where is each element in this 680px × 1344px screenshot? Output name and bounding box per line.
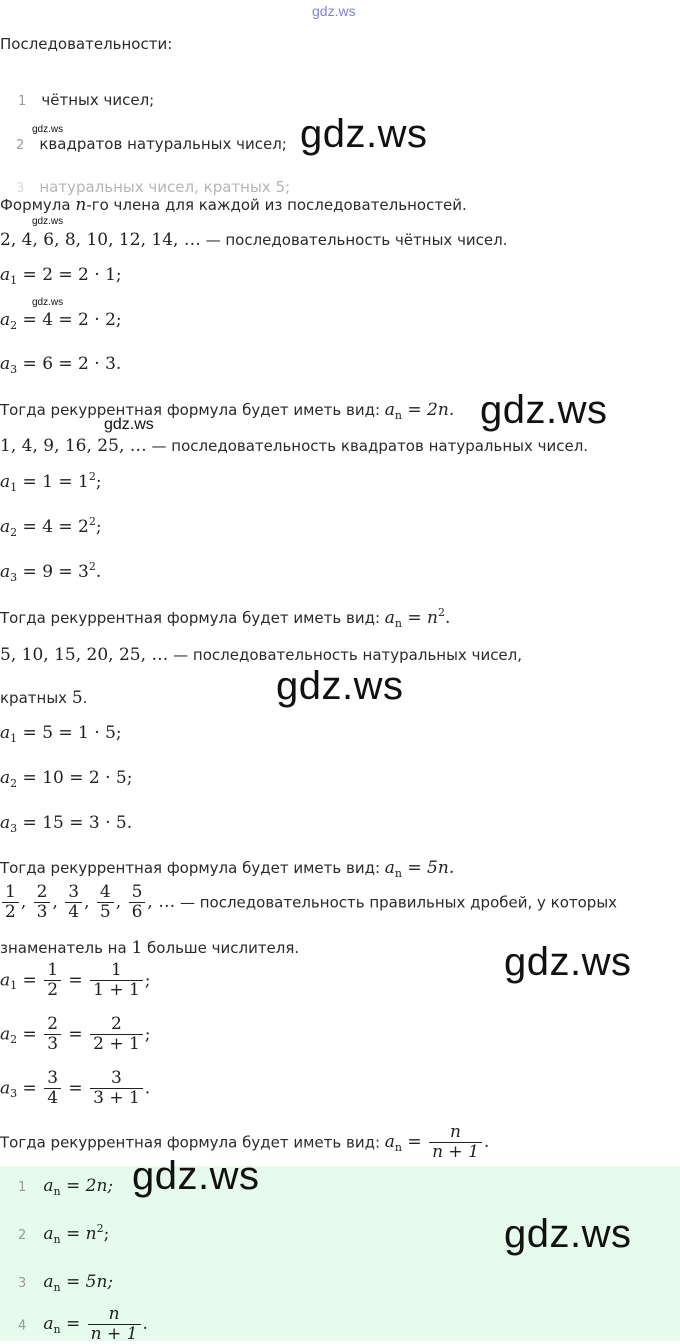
- term-symbol: a: [0, 970, 11, 991]
- description-end: .: [82, 689, 88, 707]
- term-power: 2: [88, 560, 96, 573]
- description-text: знаменатель на: [0, 939, 132, 957]
- term-power: 2: [88, 470, 96, 483]
- description-text: кратных: [0, 689, 72, 707]
- watermark-large: gdz.ws: [132, 1154, 260, 1198]
- denominator: 2: [2, 902, 19, 922]
- fraction: [429, 1124, 482, 1162]
- denominator: n + 1: [88, 1324, 141, 1344]
- term-index: 3: [10, 1087, 18, 1101]
- answer-power: 2: [96, 1222, 104, 1235]
- intro-item-text: чётных чисел;: [41, 91, 155, 109]
- fraction: [44, 1070, 61, 1108]
- result-symbol: a: [384, 1132, 395, 1153]
- formula-row: [0, 310, 122, 330]
- term-index: 2: [10, 319, 18, 332]
- result-symbol: a: [384, 400, 395, 420]
- term-symbol: a: [0, 1024, 11, 1045]
- result-line: Тогда рекуррентная формула будет иметь вид: $a_n$ = $\frac{n}{n + 1}$ .: [0, 1122, 490, 1162]
- fraction: [129, 884, 146, 922]
- denominator: 2 + 1: [90, 1034, 143, 1054]
- term-symbol: a: [0, 310, 11, 330]
- watermark-large: gdz.ws: [480, 388, 608, 432]
- formula-row: [0, 768, 132, 788]
- sequence-description: — последовательность чётных чисел.: [200, 231, 508, 249]
- term-value: = 6 = 2 · 3.: [17, 354, 122, 374]
- answer-formula: = n: [60, 1224, 97, 1244]
- formula-row: [0, 354, 121, 374]
- intro-heading: Последовательности:: [0, 35, 173, 53]
- watermark-large: gdz.ws: [276, 664, 404, 708]
- watermark-top: gdz.ws: [312, 3, 356, 19]
- formula-row: [0, 517, 102, 537]
- sequence-even: [0, 230, 508, 250]
- term-index: 1: [10, 979, 18, 993]
- result-index: n: [394, 409, 402, 422]
- result-formula: = n: [402, 608, 439, 628]
- numerator: 2: [111, 1014, 122, 1034]
- result-symbol: a: [384, 608, 395, 628]
- description-number: 1: [131, 938, 143, 958]
- term-value: = 15 = 3 · 5.: [17, 813, 133, 833]
- answer-end: .: [142, 1314, 148, 1335]
- numerator: 4: [99, 882, 111, 902]
- formula-row: [0, 562, 101, 582]
- list-number: 1: [18, 94, 27, 109]
- denominator: 1 + 1: [90, 980, 143, 1000]
- denominator: 5: [97, 902, 114, 922]
- numerator: 5: [131, 882, 143, 902]
- list-number: 2: [16, 138, 25, 153]
- numerator: 2: [47, 1014, 59, 1034]
- formula-row: [0, 265, 122, 285]
- denominator: 3: [44, 1034, 61, 1054]
- intro-item-text: квадратов натуральных чисел;: [39, 135, 287, 153]
- answer-index: n: [53, 1233, 61, 1246]
- result-text: Тогда рекуррентная формула будет иметь вид:: [0, 401, 385, 419]
- term-end: ;: [95, 517, 102, 537]
- fraction: [90, 1070, 143, 1108]
- term-value: = 5 = 1 · 5;: [17, 723, 122, 743]
- numerator: 1: [47, 960, 59, 980]
- answer-formula: = 5n;: [60, 1272, 114, 1292]
- term-symbol: a: [0, 768, 11, 788]
- formula-row: [0, 813, 132, 833]
- sequence-values: 1, 4, 9, 16, 25, …: [0, 436, 147, 456]
- term-index: 3: [10, 363, 18, 376]
- term-value: = 4 = 2: [17, 517, 89, 537]
- result-index: n: [394, 1141, 402, 1155]
- result-text: Тогда рекуррентная формула будет иметь вид:: [0, 1133, 385, 1152]
- answer-item-2: [18, 1224, 109, 1244]
- sequence-description-cont: [0, 938, 299, 958]
- fraction: [2, 884, 19, 922]
- fraction: [44, 1016, 61, 1054]
- watermark-small: gdz.ws: [32, 124, 64, 135]
- result-line: [0, 858, 454, 878]
- intro-item-text: натуральных чисел, кратных 5;: [39, 178, 291, 196]
- term-power: 2: [88, 515, 96, 528]
- term-symbol: a: [0, 265, 11, 285]
- watermark-small: gdz.ws: [32, 216, 64, 227]
- result-symbol: a: [384, 858, 395, 878]
- term-value: = 4 = 2 · 2;: [17, 310, 122, 330]
- sequence-values: 5, 10, 15, 20, 25, …: [0, 645, 169, 665]
- answer-symbol: a: [43, 1314, 54, 1335]
- sequence-description: — последовательность натуральных чисел,: [168, 646, 523, 664]
- intro-item-2: [16, 134, 287, 153]
- term-end: ;: [144, 970, 151, 991]
- term-value: = 1 = 1: [17, 472, 89, 492]
- sequence-description-cont: [0, 688, 87, 708]
- result-formula: = 2n.: [402, 400, 455, 420]
- formula-row: $a_1$ = $\frac{1}{2}$ = $\frac{1}{1 + 1}$ ;: [0, 960, 151, 1000]
- list-number: 1: [18, 1180, 27, 1195]
- formula-row: $a_2$ = $\frac{2}{3}$ = $\frac{2}{2 + 1}$ ;: [0, 1014, 151, 1054]
- answer-index: n: [53, 1281, 61, 1294]
- term-value: = 9 = 3: [17, 562, 89, 582]
- fraction: [34, 884, 51, 922]
- intro-item-1: [18, 90, 154, 109]
- denominator: 3: [34, 902, 51, 922]
- answer-block: [0, 1154, 680, 1344]
- term-symbol: a: [0, 1078, 11, 1099]
- formula-row: $a_3$ = $\frac{3}{4}$ = $\frac{3}{3 + 1}$ .: [0, 1068, 151, 1108]
- sequence-fractions: $\frac{1}{2}$ , $\frac{2}{3}$ , $\frac{3}{4}$ , $\frac{4}{5}$ , $\frac{5}{6}$ , … — последовательность правильных дробей, у которых: [0, 884, 617, 922]
- numerator: 3: [68, 882, 80, 902]
- watermark-large: gdz.ws: [504, 1212, 632, 1256]
- term-symbol: a: [0, 813, 11, 833]
- result-index: n: [394, 867, 402, 880]
- answer-formula: = 2n;: [60, 1176, 114, 1196]
- answer-index: n: [53, 1323, 61, 1337]
- watermark-large: gdz.ws: [300, 112, 428, 156]
- term-index: 3: [10, 822, 18, 835]
- term-end: ;: [144, 1024, 151, 1045]
- term-symbol: a: [0, 354, 11, 374]
- denominator: 6: [129, 902, 146, 922]
- term-end: .: [95, 562, 102, 582]
- result-text: Тогда рекуррентная формула будет иметь вид:: [0, 859, 385, 877]
- intro-item-3: [16, 177, 291, 196]
- denominator: 4: [65, 902, 82, 922]
- fraction: [97, 884, 114, 922]
- result-power: 2: [438, 606, 446, 619]
- watermark-small: gdz.ws: [32, 297, 64, 308]
- numerator: n: [450, 1122, 461, 1142]
- result-end: .: [483, 1132, 490, 1153]
- term-symbol: a: [0, 562, 11, 582]
- term-index: 1: [10, 481, 18, 494]
- list-number: 3: [16, 181, 25, 196]
- term-index: 2: [10, 1033, 18, 1047]
- numerator: 3: [111, 1068, 122, 1088]
- result-index: n: [394, 617, 402, 630]
- list-number: 4: [18, 1318, 27, 1334]
- answer-item-3: [18, 1272, 113, 1292]
- term-index: 1: [10, 732, 18, 745]
- sequence-multiples: [0, 645, 522, 665]
- result-text: Тогда рекуррентная формула будет иметь вид:: [0, 609, 385, 627]
- result-line: [0, 400, 454, 420]
- result-line: [0, 608, 450, 628]
- term-index: 3: [10, 571, 18, 584]
- formula-heading-var: n: [75, 195, 87, 215]
- fraction: [90, 962, 143, 1000]
- list-number: 3: [18, 1276, 27, 1291]
- denominator: 4: [44, 1088, 61, 1108]
- term-end: .: [144, 1078, 151, 1099]
- term-value: = 2 = 2 · 1;: [17, 265, 122, 285]
- answer-symbol: a: [43, 1224, 54, 1244]
- formula-row: [0, 472, 102, 492]
- fraction: [90, 1016, 143, 1054]
- fraction: [44, 962, 61, 1000]
- result-formula: = 5n.: [402, 858, 455, 878]
- list-number: 2: [18, 1228, 27, 1243]
- formula-row: [0, 723, 122, 743]
- answer-item-1: [18, 1176, 113, 1196]
- numerator: 1: [111, 960, 122, 980]
- ellipsis: , …: [147, 892, 176, 913]
- sequence-squares: [0, 436, 588, 456]
- term-value: = 10 = 2 · 5;: [17, 768, 133, 788]
- formula-heading: [0, 195, 467, 215]
- fraction: [65, 884, 82, 922]
- term-index: 2: [10, 777, 18, 790]
- term-end: ;: [95, 472, 102, 492]
- sequence-values: 2, 4, 6, 8, 10, 12, 14, …: [0, 230, 201, 250]
- term-index: 1: [10, 274, 18, 287]
- term-symbol: a: [0, 723, 11, 743]
- answer-symbol: a: [43, 1176, 54, 1196]
- result-end: .: [445, 608, 451, 628]
- denominator: 2: [44, 980, 61, 1000]
- description-number: 5: [71, 688, 83, 708]
- denominator: 3 + 1: [90, 1088, 143, 1108]
- term-symbol: a: [0, 472, 11, 492]
- sequence-description: — последовательность правильных дробей, у которых: [175, 893, 618, 912]
- fraction: [88, 1306, 141, 1344]
- numerator: 1: [5, 882, 16, 902]
- formula-heading-after: -го члена для каждой из последовательностей.: [86, 196, 467, 214]
- watermark-medium: gdz.ws: [104, 416, 154, 433]
- numerator: 2: [36, 882, 48, 902]
- description-end: больше числителя.: [142, 939, 300, 957]
- formula-heading-before: Формула: [0, 196, 76, 214]
- term-symbol: a: [0, 517, 11, 537]
- answer-item-4: 4 $a_n$ = $\frac{n}{n + 1}$ .: [18, 1304, 148, 1344]
- sequence-description: — последовательность квадратов натуральных чисел.: [146, 437, 589, 455]
- numerator: 3: [47, 1068, 59, 1088]
- answer-end: ;: [103, 1224, 110, 1244]
- numerator: n: [108, 1304, 120, 1324]
- denominator: n + 1: [429, 1142, 482, 1162]
- term-index: 2: [10, 526, 18, 539]
- watermark-large: gdz.ws: [504, 940, 632, 984]
- answer-index: n: [53, 1185, 61, 1198]
- answer-symbol: a: [43, 1272, 54, 1292]
